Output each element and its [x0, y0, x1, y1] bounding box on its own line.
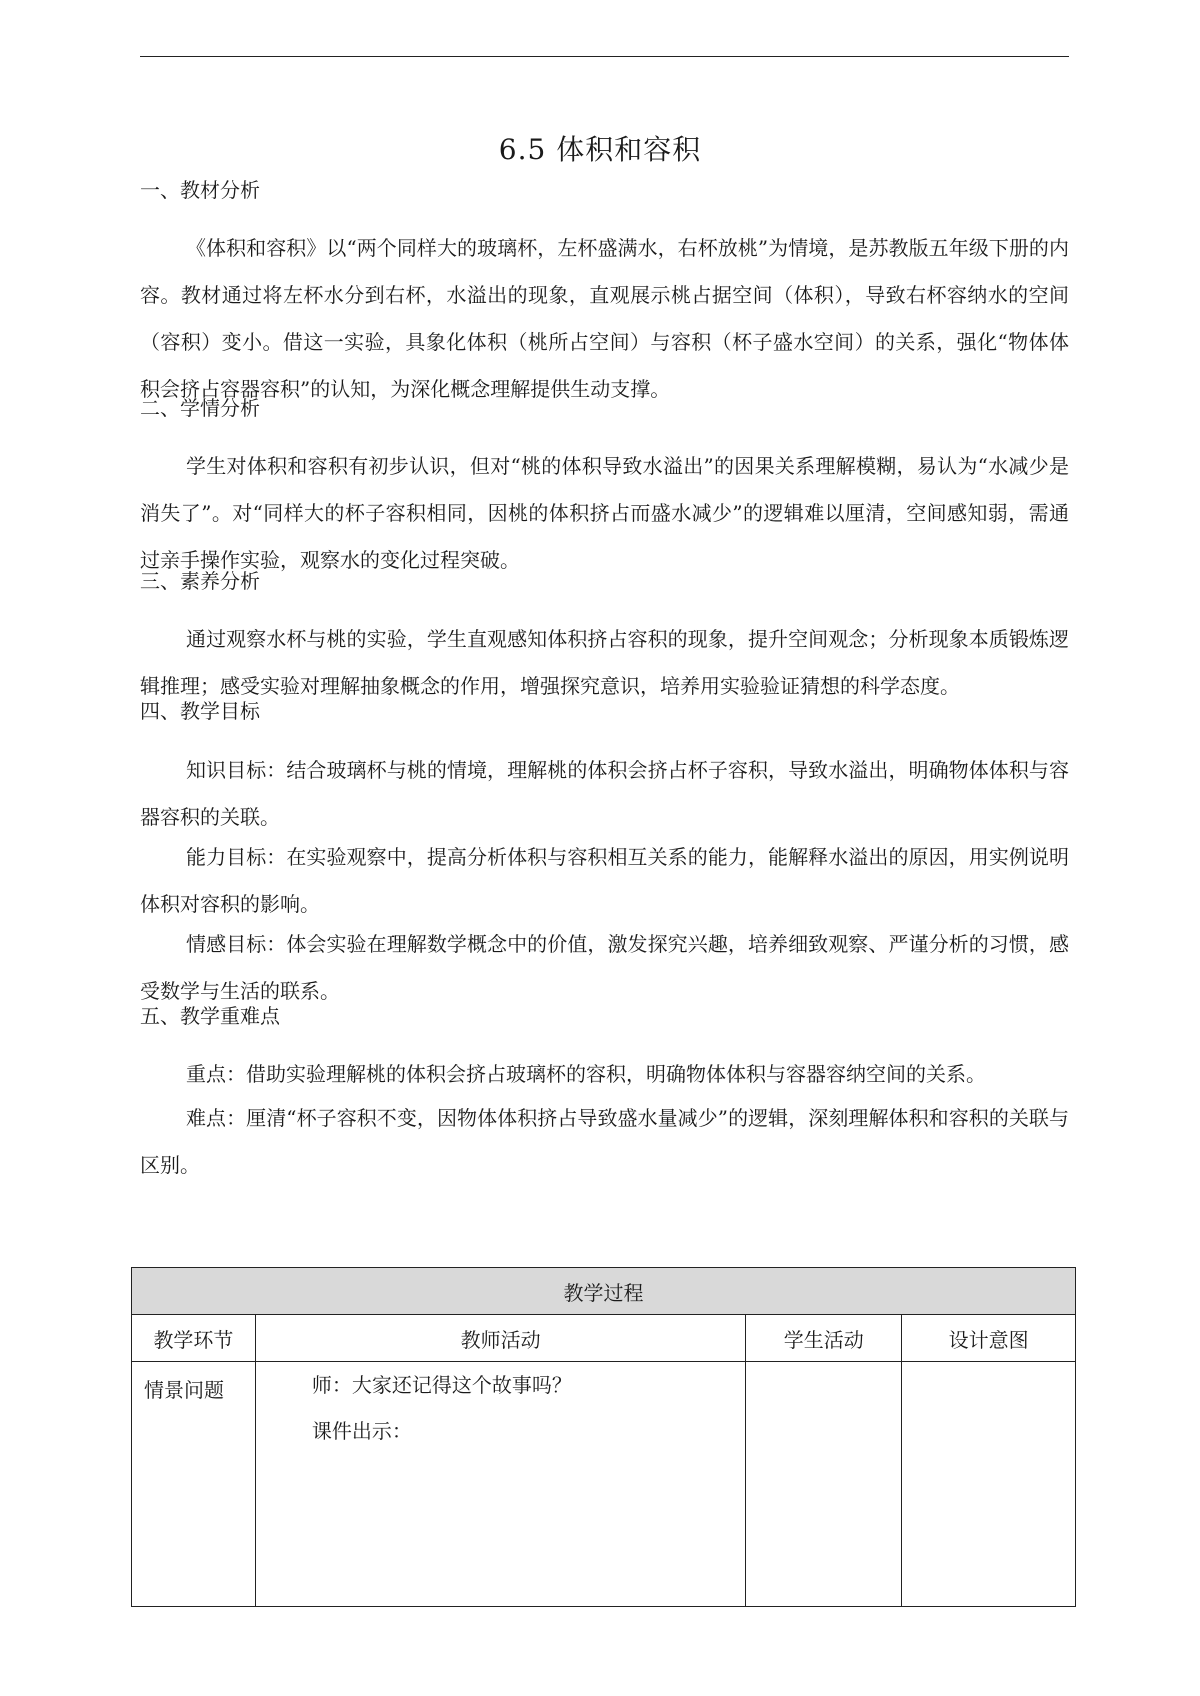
objective-emotion: 情感目标：体会实验在理解数学概念中的价值，激发探究兴趣，培养细致观察、严谨分析的习惯，感受数学与生活的联系。 [140, 932, 1069, 1003]
teacher-line: 课件出示： [311, 1419, 412, 1443]
section-heading-keypoints: 五、教学重难点 [140, 1004, 280, 1028]
keypoint-focus: 重点：借助实验理解桃的体积会挤占玻璃杯的容积，明确物体体积与容器容纳空间的关系。 [186, 1062, 986, 1086]
section-paragraph-textbook: 《体积和容积》以“两个同样大的玻璃杯，左杯盛满水，右杯放桃”为情境，是苏教版五年级下册的内容。教材通过将左杯水分到右杯，水溢出的现象，直观展示桃占据空间（体积），导致右杯容纳水的空间（容积）变小。借这一实验，具象化体积（桃所占空间）与容积（杯子盛水空间）的关系，强化“物体体积会挤占容器容积”的认知，为深化概念理解提供生动支撑。 [140, 236, 1069, 401]
section-paragraph-literacy: 通过观察水杯与桃的实验，学生直观感知体积挤占容积的现象，提升空间观念；分析现象本质锻炼逻辑推理；感受实验对理解抽象概念的作用，增强探究意识，培养用实验验证猜想的科学态度。 [140, 627, 1069, 698]
teacher-line: 师：大家还记得这个故事吗？ [311, 1373, 572, 1397]
column-header-student: 学生活动 [746, 1315, 902, 1362]
section-heading-objectives: 四、教学目标 [140, 699, 260, 723]
table-header: 教学过程 [132, 1268, 1076, 1315]
teaching-process-table [131, 1267, 1076, 1607]
objective-knowledge: 知识目标：结合玻璃杯与桃的情境，理解桃的体积会挤占杯子容积，导致水溢出，明确物体体积与容器容积的关联。 [140, 758, 1069, 829]
page-title: 6.5 体积和容积 [498, 133, 702, 166]
student-activity-cell [746, 1362, 902, 1607]
objective-ability: 能力目标：在实验观察中，提高分析体积与容积相互关系的能力，能解释水溢出的原因，用实例说明体积对容积的影响。 [140, 845, 1069, 916]
column-header-teacher: 教师活动 [255, 1315, 745, 1362]
section-heading-literacy: 三、素养分析 [140, 569, 260, 593]
stage-cell: 情景问题 [132, 1362, 256, 1607]
section-heading-learners: 二、学情分析 [140, 396, 260, 420]
keypoint-difficulty: 难点：厘清“杯子容积不变，因物体体积挤占导致盛水量减少”的逻辑，深刻理解体积和容积的关联与区别。 [140, 1106, 1069, 1177]
section-paragraph-learners: 学生对体积和容积有初步认识，但对“桃的体积导致水溢出”的因果关系理解模糊，易认为“水减少是消失了”。对“同样大的杯子容积相同，因桃的体积挤占而盛水减少”的逻辑难以厘清，空间感知弱，需通过亲手操作实验，观察水的变化过程突破。 [140, 454, 1069, 572]
header-rule [140, 56, 1069, 57]
column-header-intent: 设计意图 [902, 1315, 1076, 1362]
column-header-stage: 教学环节 [132, 1315, 256, 1362]
section-heading-textbook: 一、教材分析 [140, 178, 260, 202]
teacher-activity-cell [255, 1362, 745, 1607]
design-intent-cell [902, 1362, 1076, 1607]
table-row [132, 1362, 1076, 1607]
